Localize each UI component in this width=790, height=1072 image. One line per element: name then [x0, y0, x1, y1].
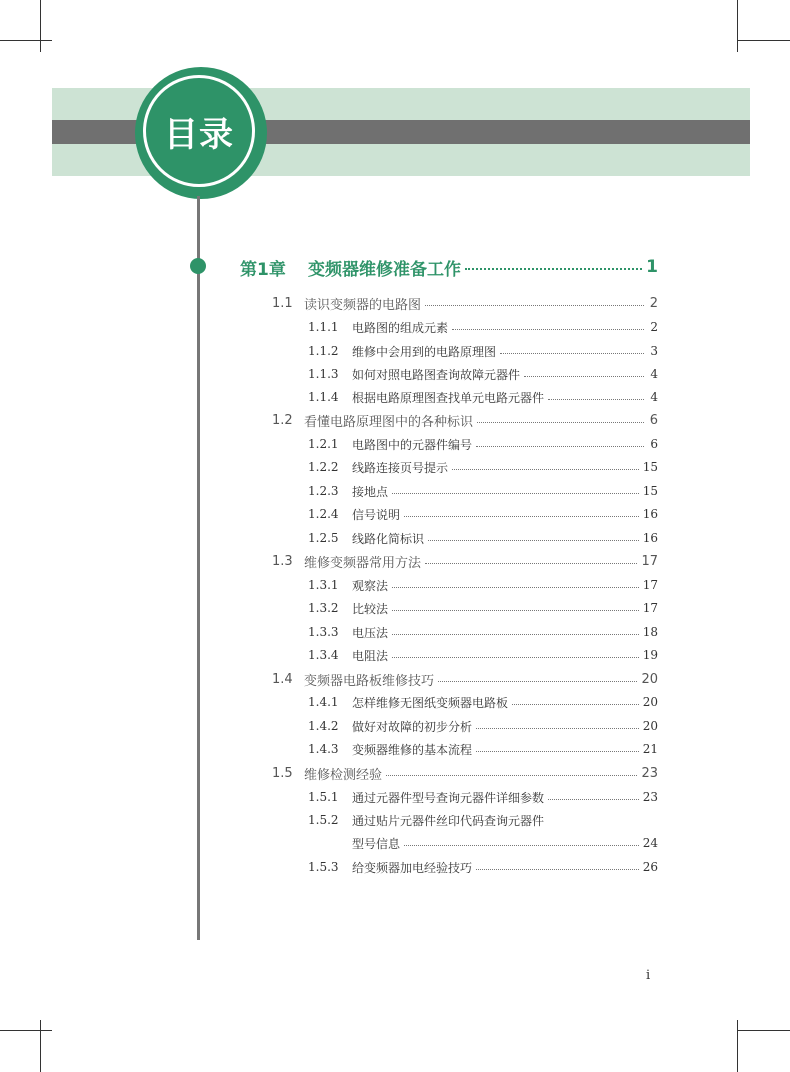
entry-title: 电路图的组成元素: [352, 320, 449, 335]
entry-page: 2: [650, 320, 658, 334]
entry-number: 1.2.4: [308, 507, 339, 521]
entry-number: 1.5.3: [308, 860, 339, 874]
toc-subsection: [308, 716, 658, 736]
dot-leader: [392, 493, 639, 494]
crop-mark-tr-v: [737, 0, 738, 52]
dot-leader: [392, 634, 639, 635]
entry-page: 16: [642, 531, 658, 545]
entry-title: 维修检测经验: [304, 767, 383, 783]
entry-title: 电阻法: [352, 648, 389, 663]
toc-subsection: [308, 504, 658, 524]
toc-subsection: [308, 528, 658, 548]
entry-title: 线路化简标识: [352, 531, 425, 546]
entry-number: 1.2.1: [308, 437, 339, 451]
entry-title: 接地点: [352, 484, 389, 499]
entry-number: 1.1.3: [308, 367, 339, 381]
entry-number: 1.2: [272, 412, 293, 428]
entry-page: 3: [650, 344, 658, 358]
toc-section: [272, 763, 658, 783]
toc-section: [272, 293, 658, 313]
crop-mark-bl-v: [40, 1020, 41, 1072]
entry-title: 根据电路原理图查找单元电路元器件: [352, 390, 545, 405]
entry-title: 信号说明: [352, 507, 401, 522]
entry-page: 23: [641, 765, 658, 781]
crop-mark-br-h: [737, 1030, 790, 1031]
entry-title: 型号信息: [352, 836, 401, 851]
chapter-entry: [240, 254, 658, 280]
toc-subsection: [308, 645, 658, 665]
dot-leader: [512, 704, 639, 705]
toc-section: [272, 410, 658, 430]
entry-title: 看懂电路原理图中的各种标识: [304, 414, 474, 430]
dot-leader: [476, 446, 644, 447]
entry-page: 18: [642, 625, 658, 639]
entry-title: 如何对照电路图查询故障元器件: [352, 367, 521, 382]
entry-title: 比较法: [352, 601, 389, 616]
entry-page: 17: [642, 601, 658, 615]
entry-number: 1.1.4: [308, 390, 339, 404]
entry-title: 做好对故障的初步分析: [352, 719, 473, 734]
toc-subsection: [308, 622, 658, 642]
chapter-title: 变频器维修准备工作: [308, 259, 461, 280]
entry-number: 1.4.1: [308, 695, 339, 709]
entry-page: 4: [650, 390, 658, 404]
entry-title: 电压法: [352, 625, 389, 640]
entry-page: 2: [649, 295, 658, 311]
toc-subsection-continued: [308, 833, 658, 853]
entry-number: 1.1.1: [308, 320, 339, 334]
crop-mark-tl-v: [40, 0, 41, 52]
entry-title: 给变频器加电经验技巧: [352, 860, 473, 875]
entry-number: 1.2.5: [308, 531, 339, 545]
dot-leader: [438, 681, 637, 682]
toc-subsection: [308, 810, 658, 830]
entry-number: 1.4: [272, 671, 293, 687]
crop-mark-bl-h: [0, 1030, 52, 1031]
entry-number: 1.2.2: [308, 460, 339, 474]
entry-number: 1.1.2: [308, 344, 339, 358]
entry-number: 1.1: [272, 295, 293, 311]
dot-leader: [386, 775, 637, 776]
dot-leader: [425, 305, 644, 306]
dot-leader: [404, 845, 639, 846]
dot-leader: [524, 376, 644, 377]
entry-number: 1.3.1: [308, 578, 339, 592]
entry-page: 17: [641, 553, 658, 569]
dot-leader: [476, 751, 639, 752]
toc-subsection: [308, 387, 658, 407]
dot-leader: [428, 540, 639, 541]
entry-number: 1.4.3: [308, 742, 339, 756]
toc-subsection: [308, 481, 658, 501]
entry-title: 通过元器件型号查询元器件详细参数: [352, 790, 545, 805]
entry-number: 1.3.3: [308, 625, 339, 639]
entry-number: 1.3.2: [308, 601, 339, 615]
toc-section: [272, 669, 658, 689]
entry-title: 怎样维修无图纸变频器电路板: [352, 695, 509, 710]
toc-subsection: [308, 317, 658, 337]
entry-title: 变频器电路板维修技巧: [304, 673, 435, 689]
entry-page: 15: [642, 484, 658, 498]
toc-subsection: [308, 598, 658, 618]
dot-leader: [425, 563, 637, 564]
entry-number: 1.2.3: [308, 484, 339, 498]
dot-leader: [452, 329, 644, 330]
entry-page: 4: [650, 367, 658, 381]
entry-page: 23: [642, 790, 658, 804]
entry-title: 读识变频器的电路图: [304, 297, 422, 313]
dot-leader: [392, 657, 639, 658]
entry-number: 1.3.4: [308, 648, 339, 662]
toc-section: [272, 551, 658, 571]
toc-subsection: [308, 575, 658, 595]
page-folio: i: [646, 968, 651, 983]
chapter-number: 第1章: [240, 259, 286, 280]
page-title: 目录: [164, 114, 234, 155]
dot-leader: [392, 587, 639, 588]
title-badge-inner: [143, 75, 255, 187]
dot-leader: [465, 268, 642, 270]
entry-title: 维修中会用到的电路原理图: [352, 344, 497, 359]
entry-page: 6: [649, 412, 658, 428]
toc-subsection: [308, 739, 658, 759]
entry-number: 1.5: [272, 765, 293, 781]
entry-title: 变频器维修的基本流程: [352, 742, 473, 757]
entry-page: 6: [650, 437, 658, 451]
entry-page: 24: [642, 836, 658, 850]
dot-leader: [548, 399, 644, 400]
dot-leader: [392, 610, 639, 611]
timeline-dot: [190, 258, 206, 274]
toc-subsection: [308, 857, 658, 877]
entry-title: 线路连接页号提示: [352, 460, 449, 475]
entry-title: 维修变频器常用方法: [304, 555, 422, 571]
dot-leader: [404, 516, 639, 517]
timeline-line: [197, 196, 200, 940]
dot-leader: [476, 869, 639, 870]
entry-number: 1.5.1: [308, 790, 339, 804]
crop-mark-br-v: [737, 1020, 738, 1072]
entry-page: 20: [641, 671, 658, 687]
entry-page: 15: [642, 460, 658, 474]
entry-number: 1.4.2: [308, 719, 339, 733]
dot-leader: [548, 799, 639, 800]
toc-subsection: [308, 457, 658, 477]
toc-subsection: [308, 434, 658, 454]
entry-page: 17: [642, 578, 658, 592]
dot-leader: [500, 353, 644, 354]
entry-title: 观察法: [352, 578, 389, 593]
chapter-page: 1: [646, 257, 658, 277]
toc-subsection: [308, 692, 658, 712]
entry-number: 1.5.2: [308, 813, 339, 827]
toc-subsection: [308, 787, 658, 807]
entry-page: 16: [642, 507, 658, 521]
entry-page: 19: [642, 648, 658, 662]
entry-page: 21: [642, 742, 658, 756]
dot-leader: [477, 422, 644, 423]
dot-leader: [476, 728, 639, 729]
entry-page: 26: [642, 860, 658, 874]
entry-page: 20: [642, 695, 658, 709]
entry-page: 20: [642, 719, 658, 733]
toc-subsection: [308, 341, 658, 361]
crop-mark-tr-h: [737, 40, 790, 41]
dot-leader: [452, 469, 639, 470]
entry-title: 通过贴片元器件丝印代码查询元器件: [352, 813, 545, 828]
entry-number: 1.3: [272, 553, 293, 569]
entry-title: 电路图中的元器件编号: [352, 437, 473, 452]
toc-subsection: [308, 364, 658, 384]
crop-mark-tl-h: [0, 40, 52, 41]
